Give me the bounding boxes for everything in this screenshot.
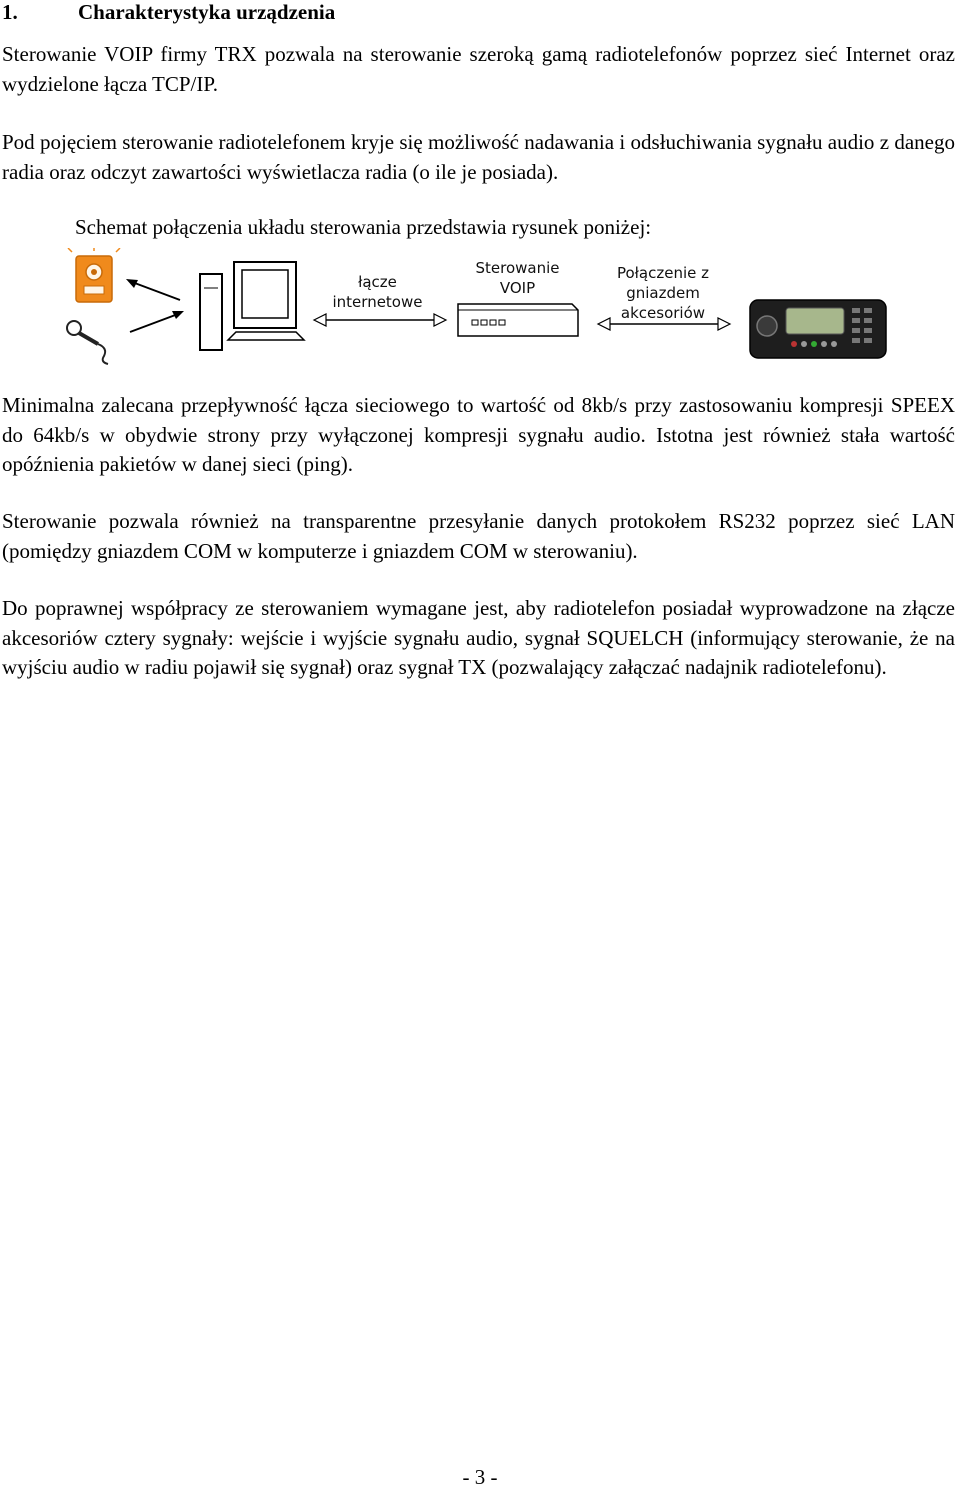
computer-icon xyxy=(200,262,304,350)
speaker-icon xyxy=(68,248,120,302)
section-title: Charakterystyka urządzenia xyxy=(78,0,336,24)
paragraph-bandwidth: Minimalna zalecana przepływność łącza sieciowego to wartość od 8kb/s przy zastosowaniu kompresji SPEEX do 64kb/s w obydwie strony przy wyłączonej kompresji sygnału audio. Istotna jest również stała wartość opóźnienia pakietów w danej sieci (ping). xyxy=(2,393,955,476)
microphone-icon xyxy=(67,321,108,364)
section-number: 1. xyxy=(2,0,18,24)
page-number: - 3 - xyxy=(462,1465,498,1489)
radio-icon xyxy=(750,300,886,358)
internet-link-label: łącze internetowe xyxy=(332,273,423,311)
voip-box-icon xyxy=(458,304,578,336)
accessory-connection-label: Połączenie z gniazdem akcesoriów xyxy=(616,264,710,322)
paragraph-rs232: Sterowanie pozwala również na transparentne przesyłanie danych protokołem RS232 poprzez sieć LAN (pomiędzy gniazdem COM w komputerze i gniazdem COM w sterowaniu). xyxy=(2,509,955,563)
section-heading xyxy=(2,0,335,25)
diagram-lead-text: Schemat połączenia układu sterowania przedstawia rysunek poniżej: xyxy=(75,215,652,239)
paragraph-requirements: Do poprawnej współpracy ze sterowaniem wymagane jest, aby radiotelefon posiadał wyprowadzone na złącze akcesoriów cztery sygnały: wejście i wyjście sygnału audio, sygnał SQUELCH (informujący sterowanie, że na wyjściu audio w radiu pojawił się sygnał) oraz sygnał TX (pozwalający załączać nadajnik radiotelefonu). xyxy=(2,596,955,679)
paragraph-definition: Pod pojęciem sterowanie radiotelefonem kryje się możliwość nadawania i odsłuchiwania sygnału audio z danego radia oraz odczyt zawartości wyświetlacza radia (o ile je posiada). xyxy=(2,130,955,184)
connection-diagram xyxy=(60,248,900,368)
paragraph-intro: Sterowanie VOIP firmy TRX pozwala na sterowanie szeroką gamą radiotelefonów poprzez sieć Internet oraz wydzielone łącza TCP/IP. xyxy=(2,42,955,96)
voip-control-label: Sterowanie VOIP xyxy=(475,259,560,297)
